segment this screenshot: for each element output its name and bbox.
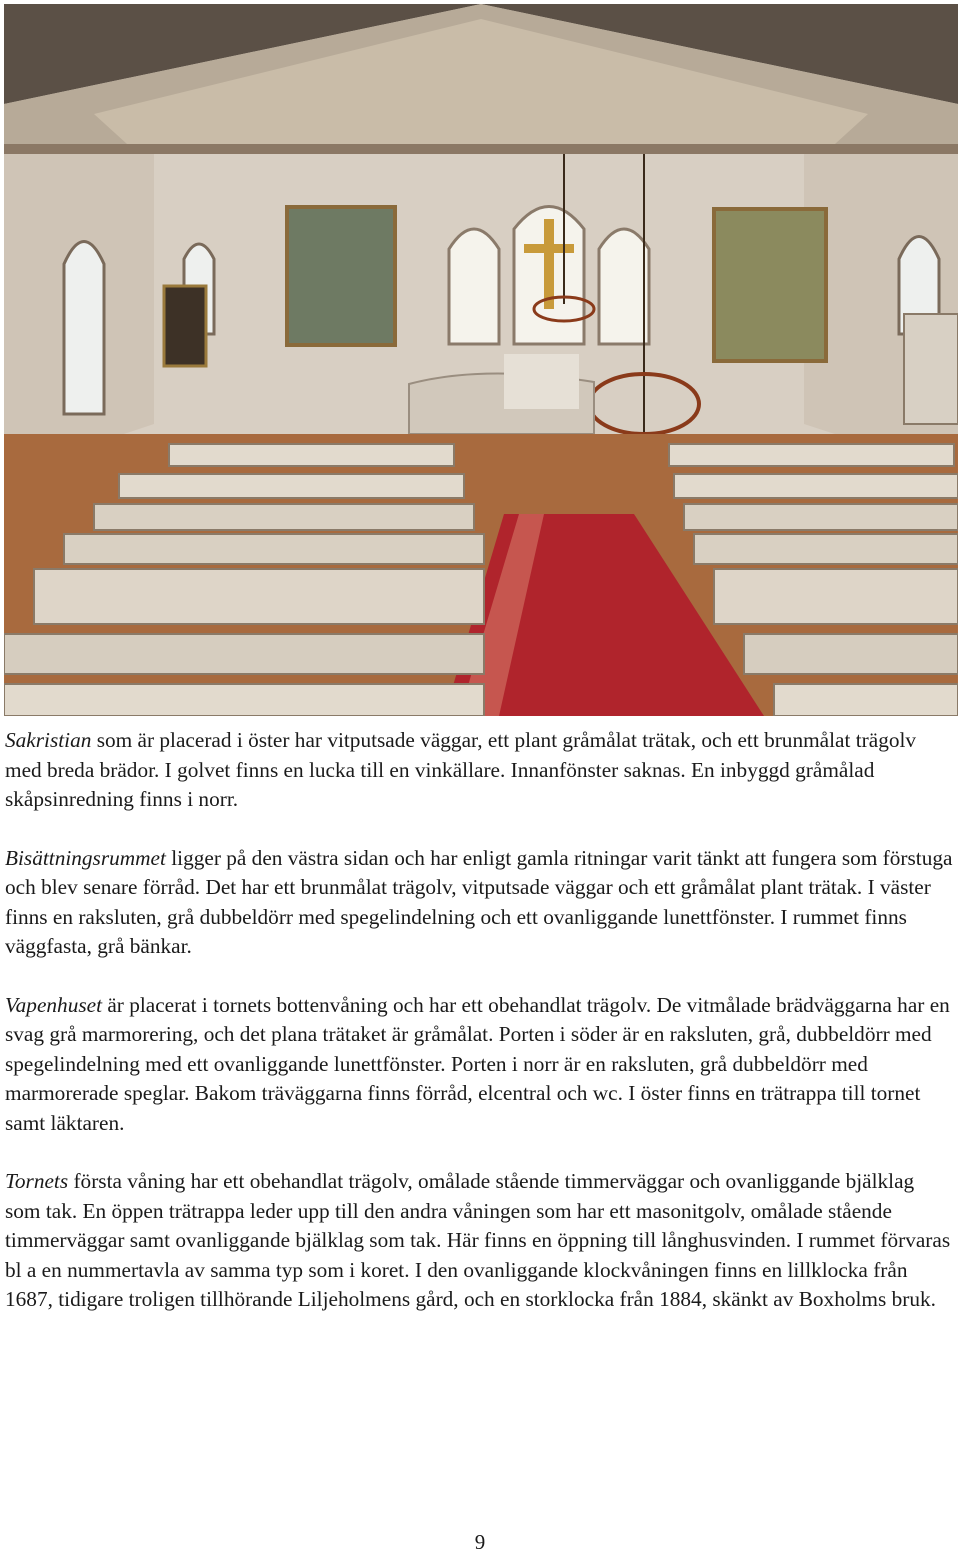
paragraph-sakristian <box>5 726 955 815</box>
paragraph-body: ligger på den västra sidan och har enligt gamla ritningar varit tänkt att fungera som förstuga och blev senare förråd. Det har ett brunmålat trägolv, vitputsade väggar och ett gråmålat plant trätak. I väster finns en raksluten, grå dubbeldörr med spegelindelning och ett ovanliggande lunettfönster. I rummet finns väggfasta, grå bänkar. <box>5 845 953 958</box>
paragraph-lead: Bisättningsrummet <box>5 845 166 870</box>
paragraph-tornets <box>5 1167 955 1315</box>
paragraph-body: som är placerad i öster har vitputsade väggar, ett plant gråmålat trätak, och ett brunmålat trägolv med breda brädor. I golvet finns en lucka till en vinkällare. Innanfönster saknas. En inbyggd gråmålad skåpsinredning finns i norr. <box>5 728 917 811</box>
paragraph-lead: Tornets <box>5 1169 69 1193</box>
church-interior-illustration <box>4 4 958 716</box>
body-text <box>5 726 955 1344</box>
paragraph-bisattningsrummet <box>5 844 955 962</box>
paragraph-body: första våning har ett obehandlat trägolv, omålade stående timmerväggar och ovanliggande bjälklag som tak. En öppen trätrappa leder upp till den andra våningen som har ett masonitgolv, omålade stående timmerväggar samt ovanliggande bjälklag som tak. Här finns en öppning till långhusvinden. I rummet förvaras bl a en nummertavla av samma typ som i koret. I den ovanliggande klockvåningen finns en lillklocka från 1687, tidigare troligen tillhörande Liljeholmens gård, och en storklocka från 1884, skänkt av Boxholms bruk. <box>5 1169 951 1311</box>
paragraph-lead: Vapenhuset <box>5 992 103 1017</box>
paragraph-lead: Sakristian <box>5 728 92 752</box>
page-number: 9 <box>474 1530 486 1554</box>
church-interior-photo <box>4 4 958 716</box>
paragraph-body: är placerat i tornets bottenvåning och har ett obehandlat trägolv. De vitmålade brädväggarna har en svag grå marmorering, och det plana trätaket är gråmålat. Porten i söder är en raksluten, grå, dubbeldörr med spegelindelning med ett ovanliggande lunettfönster. Porten i norr är en raksluten, grå dubbeldörr med marmorerade speglar. Bakom träväggarna finns förråd, elcentral och wc. I öster finns en trätrappa till tornet samt läktaren. <box>5 992 950 1135</box>
paragraph-vapenhuset <box>5 991 955 1139</box>
